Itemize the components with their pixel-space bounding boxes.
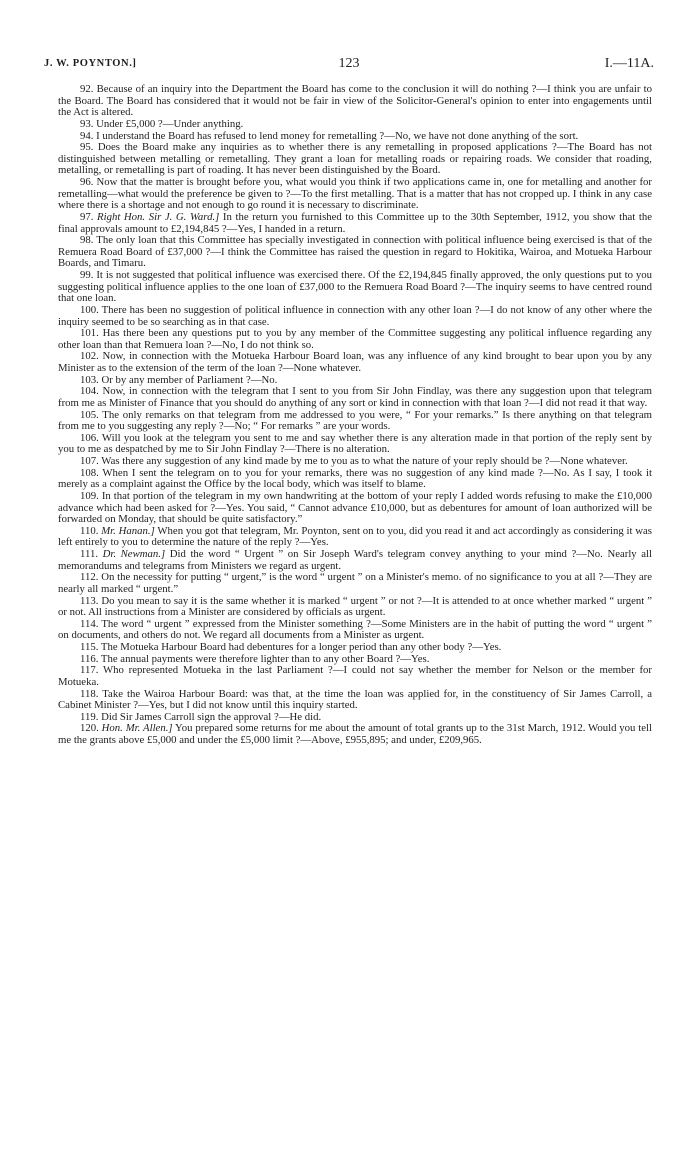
paragraph-117: 117. Who represented Motueka in the last Parliament ?—I could not say whether the member for Nelson or the member for Motueka.	[58, 664, 652, 688]
paragraph-101: 101. Has there been any questions put to you by any member of the Committee suggesting any political influence regarding any other loan than that Remuera loan ?—No, I do not think so.	[58, 327, 652, 351]
paragraph-109: 109. In that portion of the telegram in my own handwriting at the bottom of your reply I added words refusing to make the £10,000 advance which had been asked for ?—Yes. You said, “ Cannot advance £10,000, but as debentures for amount of loan authorized will be forwarded on Monday, that should be quite satisfactory.”	[58, 489, 652, 526]
page-number: 123	[338, 56, 360, 71]
speaker-name: Right Hon. Sir J. G. Ward.]	[97, 210, 220, 223]
paragraph-92: 92. Because of an inquiry into the Department the Board has come to the conclusion it will do nothing ?—I think you are unfair to the Board. The Board has considered that it would not be fair in view of the Solicitor-General's opinion to enter into engagements until the Act is altered.	[58, 83, 652, 119]
paragraph-text: Did the word “ Urgent ” on Sir Joseph Ward's telegram convey anything to your mind ?—No. Nearly all memorandums and telegrams from Ministers we regard as urgent.	[58, 548, 653, 572]
page-header	[44, 56, 654, 74]
paragraph-106: 106. Will you look at the telegram you sent to me and say whether there is any alteration made in that portion of the reply sent by you to me as despatched by me to Sir John Findlay ?—There is no alteration.	[58, 431, 652, 456]
paragraph-115: 115. The Motueka Harbour Board had debentures for a longer period than any other body ?—Yes.	[80, 641, 502, 653]
paragraph-108: 108. When I sent the telegram on to you for your remarks, there was no suggestion of any kind made ?—No. As I say, I took it merely as a complaint against the Office by the local body, which was itself to blame.	[58, 466, 652, 491]
question-number: 97.	[80, 210, 94, 223]
paragraph-112: 112. On the necessity for putting “ urgent,” is the word “ urgent ” on a Minister's memo. of no significance to you at all ?—They are nearly all marked “ urgent.”	[58, 571, 652, 595]
paragraph-97	[58, 212, 652, 235]
paragraph-text: In the return you furnished to this Committee up to the 30th September, 1912, you show that the final approvals amount to £2,194,845 ?—Yes, I handed in a return.	[58, 210, 652, 235]
question-number: 110.	[80, 524, 99, 537]
speaker-name: Mr. Hanan.]	[101, 524, 155, 537]
paragraph-118: 118. Take the Wairoa Harbour Board: was that, at the time the loan was applied for, in the constituency of Sir James Carroll, a Cabinet Minister ?—Yes, but I did not know until this inquiry started.	[58, 687, 652, 712]
question-number: 111.	[80, 548, 99, 560]
paragraph-119: 119. Did Sir James Carroll sign the approval ?—He did.	[80, 710, 322, 723]
witness-name: J. W. POYNTON.]	[44, 58, 137, 69]
paragraph-116: 116. The annual payments were therefore lighter than to any other Board ?—Yes.	[80, 652, 430, 665]
paragraph-text: You prepared some returns for me about the amount of total grants up to the 31st March, 1912. Would you tell me the grants above £5,000 and under the £5,000 limit ?—Above, £955,895; and under, £209,965.	[58, 722, 653, 746]
paragraph-96: 96. Now that the matter is brought before you, what would you think if two applications came in, one for metalling and another for remetalling—what would the preference be given to ?—To the first metalling. That is a matter that has not cropped up. I think in any case where there is a shortage and not enough to go round it is necessary to discriminate.	[58, 176, 652, 212]
paragraph-94: 94. I understand the Board has refused to lend money for remetalling ?—No, we have not done anything of the sort.	[80, 129, 579, 142]
paragraph-95: 95. Does the Board make any inquiries as to whether there is any remetalling in proposed applications ?—The Board has not distinguished between metalling or remetalling. They grant a loan for metalling roads or repairing roads. We consider that roading, metalling, or remetalling is part of roading. It has never been distinguished by the Board.	[58, 141, 652, 177]
question-number: 120.	[80, 722, 99, 735]
paragraph-113: 113. Do you mean to say it is the same whether it is marked “ urgent ” or not ?—It is attended to at once whether marked “ urgent ” or not. All instructions from a Minister are considered by officials as urgent.	[58, 594, 652, 619]
page-body	[58, 84, 652, 747]
paragraph-99: 99. It is not suggested that political influence was exercised there. Of the £2,194,845 finally approved, the only questions put to you suggesting political influence applies to the one loan of £37,000 to the Remuera Road Board ?—The inquiry seems to have centred round that one loan.	[58, 269, 652, 305]
paragraph-120	[58, 723, 652, 746]
paragraph-103: 103. Or by any member of Parliament ?—No.	[80, 373, 278, 386]
document-reference: I.—11A.	[604, 56, 654, 71]
paragraph-111	[58, 549, 652, 572]
paragraph-93: 93. Under £5,000 ?—Under anything.	[80, 117, 244, 130]
paragraph-105: 105. The only remarks on that telegram from me addressed to you were, “ For your remarks.” Is there anything on that telegram from me to you suggesting any reply ?—No; “ For remarks ” are your words.	[58, 408, 652, 433]
paragraph-110	[58, 526, 652, 549]
paragraph-104: 104. Now, in connection with the telegram that I sent to you from Sir John Findlay, was there any suggestion upon that telegram from me as Minister of Finance that you should do anything of any sort or kind in connection with that loan ?—I did not read it that way.	[58, 385, 652, 409]
speaker-name: Hon. Mr. Allen.]	[101, 722, 173, 735]
paragraph-102: 102. Now, in connection with the Motueka Harbour Board loan, was any influence of any kind brought to bear upon you by any Minister as to the extension of the term of the loan ?—None whatever.	[58, 350, 652, 374]
paragraph-114: 114. The word “ urgent ” expressed from the Minister something ?—Some Ministers are in the habit of putting the word “ urgent ” on documents, and others do not. We regard all documents from a Minister as urgent.	[58, 617, 652, 642]
paragraph-text: When you got that telegram, Mr. Poynton, sent on to you, did you read it and act accordingly as considering it was left entirely to you to determine the nature of the reply ?—Yes.	[58, 524, 652, 549]
paragraph-100: 100. There has been no suggestion of political influence in connection with any other loan ?—I do not know of any other where the inquiry seemed to be so searching as in that case.	[58, 303, 652, 328]
paragraph-107: 107. Was there any suggestion of any kind made by me to you as to what the nature of your reply should be ?—None whatever.	[80, 455, 628, 467]
paragraph-98: 98. The only loan that this Committee has specially investigated in connection with political influence being exercised is that of the Remuera Road Board of £37,000 ?—I think the Committee has raised the question in regard to Hokitika, Wairoa, and Motueka Harbour Boards, and Timaru.	[58, 234, 652, 270]
speaker-name: Dr. Newman.]	[102, 548, 166, 560]
